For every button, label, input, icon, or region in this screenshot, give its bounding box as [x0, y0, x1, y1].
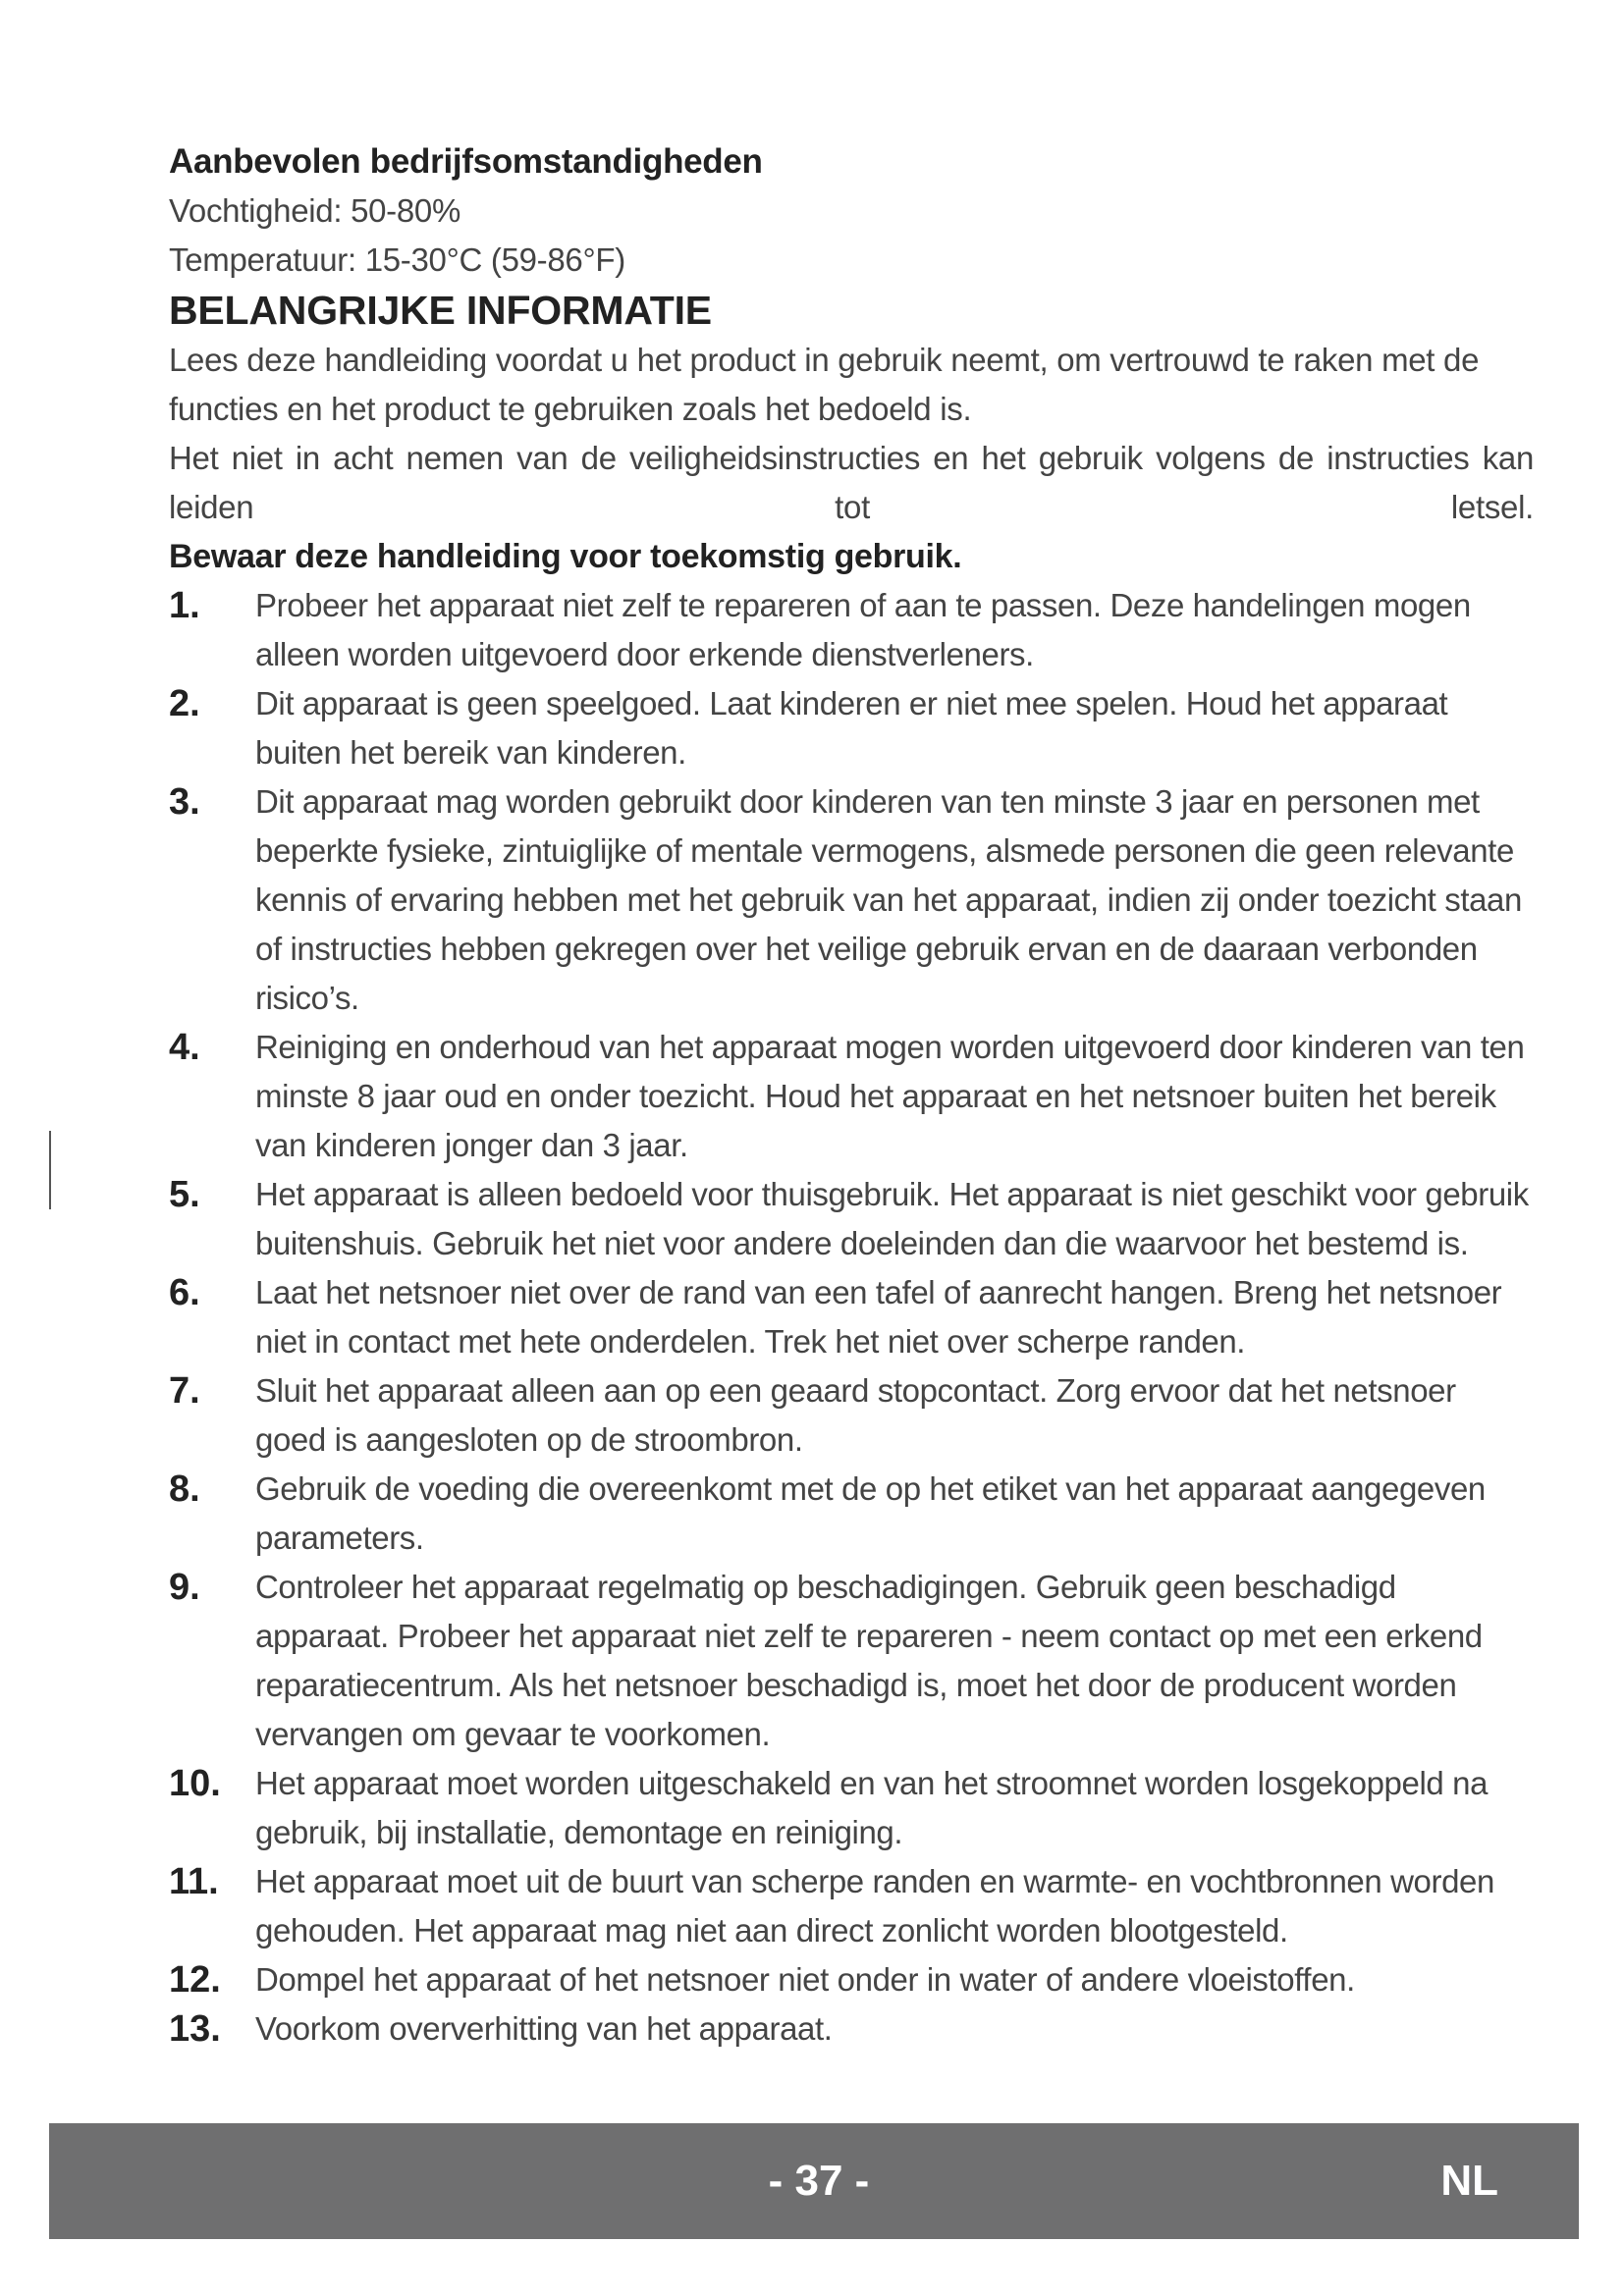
list-item	[169, 679, 1534, 777]
page-footer	[49, 2123, 1579, 2239]
rule-number: 9.	[169, 1567, 200, 1608]
rule-number: 7.	[169, 1370, 200, 1412]
list-item	[169, 1366, 1534, 1465]
rule-text: Laat het netsnoer niet over de rand van een tafel of aanrecht hangen. Breng het netsnoer niet in contact met hete onderdelen. Trek het niet over scherpe randen.	[255, 1274, 1502, 1360]
rule-number: 1.	[169, 585, 200, 626]
rule-text: Voorkom oververhitting van het apparaat.	[255, 2010, 833, 2047]
list-item	[169, 1955, 1534, 2004]
temperature-text: Temperatuur: 15-30°C (59-86°F)	[169, 241, 625, 278]
rule-number: 11.	[169, 1861, 219, 1902]
rule-text: Dit apparaat is geen speelgoed. Laat kinderen er niet mee spelen. Houd het apparaat buiten het bereik van kinderen.	[255, 685, 1448, 771]
intro-paragraph-2: Het niet in acht nemen van de veiligheidsinstructies en het gebruik volgens de instructies kan leiden tot letsel.	[169, 440, 1534, 525]
intro-paragraph-1: Lees deze handleiding voordat u het product in gebruik neemt, om vertrouwd te raken met de functies en het product te gebruiken zoals het bedoeld is.	[169, 342, 1480, 427]
list-item	[169, 1023, 1534, 1170]
rule-text: Reiniging en onderhoud van het apparaat mogen worden uitgevoerd door kinderen van ten minste 8 jaar oud en onder toezicht. Houd het apparaat en het netsnoer buiten het bereik van kinderen jonger dan 3 jaar.	[255, 1029, 1525, 1163]
rule-number: 12.	[169, 1959, 221, 2001]
rule-text: Dit apparaat mag worden gebruikt door kinderen van ten minste 3 jaar en personen met beperkte fysieke, zintuiglijke of mentale vermogens, alsmede personen die geen relevante kennis of ervaring hebben met het gebruik van het apparaat, indien zij onder toezicht staan of instructies hebben gekregen over het veilige gebruik ervan en de daaraan verbonden risico’s.	[255, 783, 1522, 1016]
rule-number: 6.	[169, 1272, 200, 1313]
rule-text: Sluit het apparaat alleen aan op een geaard stopcontact. Zorg ervoor dat het netsnoer goed is aangesloten op de stroombron.	[255, 1372, 1456, 1458]
rule-text: Dompel het apparaat of het netsnoer niet onder in water of andere vloeistoffen.	[255, 1961, 1355, 1998]
language-code: NL	[1440, 2157, 1498, 2205]
keep-manual-notice: Bewaar deze handleiding voor toekomstig gebruik.	[169, 538, 962, 575]
rule-number: 5.	[169, 1174, 200, 1215]
important-heading: BELANGRIJKE INFORMATIE	[169, 288, 712, 333]
rule-text: Het apparaat is alleen bedoeld voor thuisgebruik. Het apparaat is niet geschikt voor gebruik buitenshuis. Gebruik het niet voor andere doeleinden dan die waarvoor het bestemd is.	[255, 1176, 1529, 1261]
rule-text: Gebruik de voeding die overeenkomt met de op het etiket van het apparaat aangegeven parameters.	[255, 1470, 1486, 1556]
conditions-heading: Aanbevolen bedrijfsomstandigheden	[169, 142, 763, 181]
rule-text: Het apparaat moet uit de buurt van scherpe randen en warmte- en vochtbronnen worden gehouden. Het apparaat mag niet aan direct zonlicht worden blootgesteld.	[255, 1863, 1494, 1949]
list-item	[169, 581, 1534, 679]
list-item	[169, 1170, 1534, 1268]
list-item	[169, 1563, 1534, 1759]
list-item	[169, 1759, 1534, 1857]
rule-text: Controleer het apparaat regelmatig op beschadigingen. Gebruik geen beschadigd apparaat. Probeer het apparaat niet zelf te repareren - neem contact op met een erkend reparatiecentrum. Als het netsnoer beschadigd is, moet het door de producent worden vervangen om gevaar te voorkomen.	[255, 1569, 1483, 1752]
list-item	[169, 1268, 1534, 1366]
rule-number: 13.	[169, 2008, 221, 2050]
safety-rules-list	[169, 581, 1534, 2054]
rule-number: 3.	[169, 781, 200, 823]
rule-number: 4.	[169, 1027, 200, 1068]
rule-text: Probeer het apparaat niet zelf te repareren of aan te passen. Deze handelingen mogen alleen worden uitgevoerd door erkende dienstverleners.	[255, 587, 1471, 672]
list-item	[169, 2004, 1534, 2054]
rule-number: 8.	[169, 1468, 200, 1510]
list-item	[169, 1857, 1534, 1955]
page-content	[169, 137, 1534, 2054]
margin-change-bar	[49, 1131, 51, 1209]
rule-text: Het apparaat moet worden uitgeschakeld en van het stroomnet worden losgekoppeld na gebruik, bij installatie, demontage en reiniging.	[255, 1765, 1489, 1850]
humidity-text: Vochtigheid: 50-80%	[169, 192, 461, 229]
rule-number: 2.	[169, 683, 200, 724]
page-number: - 37 -	[768, 2157, 870, 2205]
list-item	[169, 1465, 1534, 1563]
rule-number: 10.	[169, 1763, 221, 1804]
list-item	[169, 777, 1534, 1023]
